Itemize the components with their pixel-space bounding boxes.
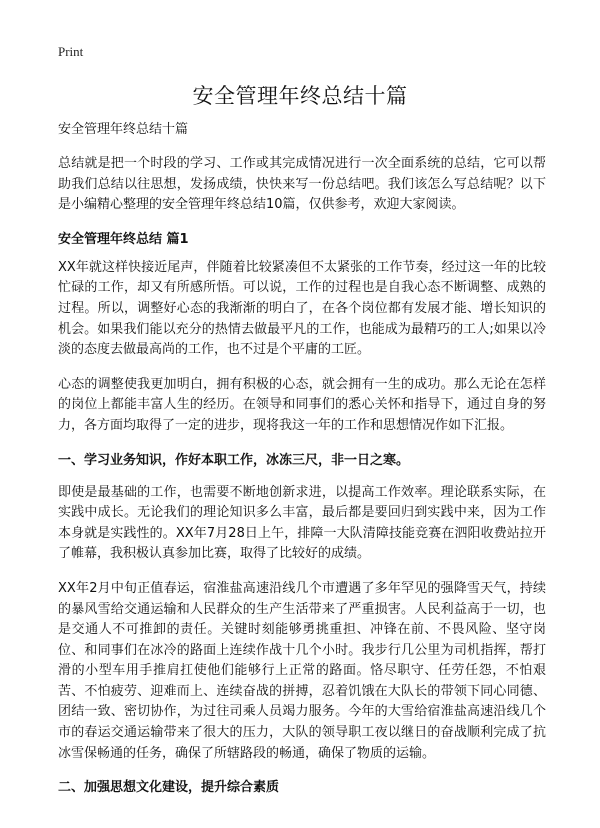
- page-title: 安全管理年终总结十篇: [192, 84, 408, 108]
- print-link[interactable]: Print: [58, 44, 84, 59]
- body-paragraph: 即使是最基础的工作，也需要不断地创新求进，以提高工作效率。理论联系实际，在实践中成长。无论我们的理论知识多么丰富，最后都是要回归到实践中来，因为工作本身就是实践性的。XX年7月28日上午，排障一大队清障技能竞赛在泗阳收费站拉开了帷幕，我积极认真参加比赛，取得了比较好的成绩。: [58, 484, 546, 562]
- body-paragraph: XX年2月中旬正值春运，宿淮盐高速沿线几个市遭遇了多年罕见的强降雪天气，持续的暴风雪给交通运输和人民群众的生产生活带来了严重损害。人民利益高于一切，也是交通人不可推卸的责任。关键时刻能够勇挑重担、冲锋在前、不畏风险、坚守岗位、和同事们在冰冷的路面上连续作战十几个小时。我步行几公里为司机指挥，帮打滑的小型车用手推肩扛使他们能够行上正常的路面。恪尽职守、任劳任怨，不怕艰苦、不怕疲劳、迎难而上、连续奋战的拼搏，忍着饥饿在大队长的带领下同心同德、团结一致、密切协作，为过往司乘人员竭力服务。今年的大雪给宿淮盐高速沿线几个市的春运交通运输带来了很大的压力，大队的领导职工夜以继日的奋战顺利完成了抗冰雪保畅通的任务，确保了所辖路段的畅通，确保了物质的运输。: [58, 580, 546, 761]
- document-subtitle: 安全管理年终总结十篇: [58, 122, 189, 137]
- document-body: [58, 120, 546, 810]
- section-heading: 一、学习业务知识，作好本职工作，冰冻三尺，非一日之寒。: [58, 452, 410, 468]
- intro-paragraph: 总结就是把一个时段的学习、工作或其完成情况进行一次全面系统的总结，它可以帮助我们总结以往思想，发扬成绩，快快来写一份总结吧。我们该怎么写总结呢？以下是小编精心整理的安全管理年终总结10篇，仅供参考，欢迎大家阅读。: [58, 156, 546, 213]
- body-paragraph: 心态的调整使我更加明白，拥有积极的心态，就会拥有一生的成功。那么无论在怎样的岗位上都能丰富人生的经历。在领导和同事们的悉心关怀和指导下，通过自身的努力，各方面均取得了一定的进步，现将我这一年的工作和思想情况作如下汇报。: [58, 376, 546, 433]
- body-paragraph: XX年就这样快接近尾声，伴随着比较紧凑但不太紧张的工作节奏，经过这一年的比较忙碌的工作，却又有所感所悟。可以说，工作的过程也是自我心态不断调整、成熟的过程。所以，调整好心态的我渐渐的明白了，在各个岗位都有发展才能、增长知识的机会。如果我们能以充分的热情去做最平凡的工作，也能成为最精巧的工人;如果以冷淡的态度去做最高尚的工作，也不过是个平庸的工匠。: [58, 259, 546, 358]
- article-heading: 安全管理年终总结 篇1: [58, 231, 189, 247]
- section-heading: 二、加强思想文化建设，提升综合素质: [58, 780, 280, 796]
